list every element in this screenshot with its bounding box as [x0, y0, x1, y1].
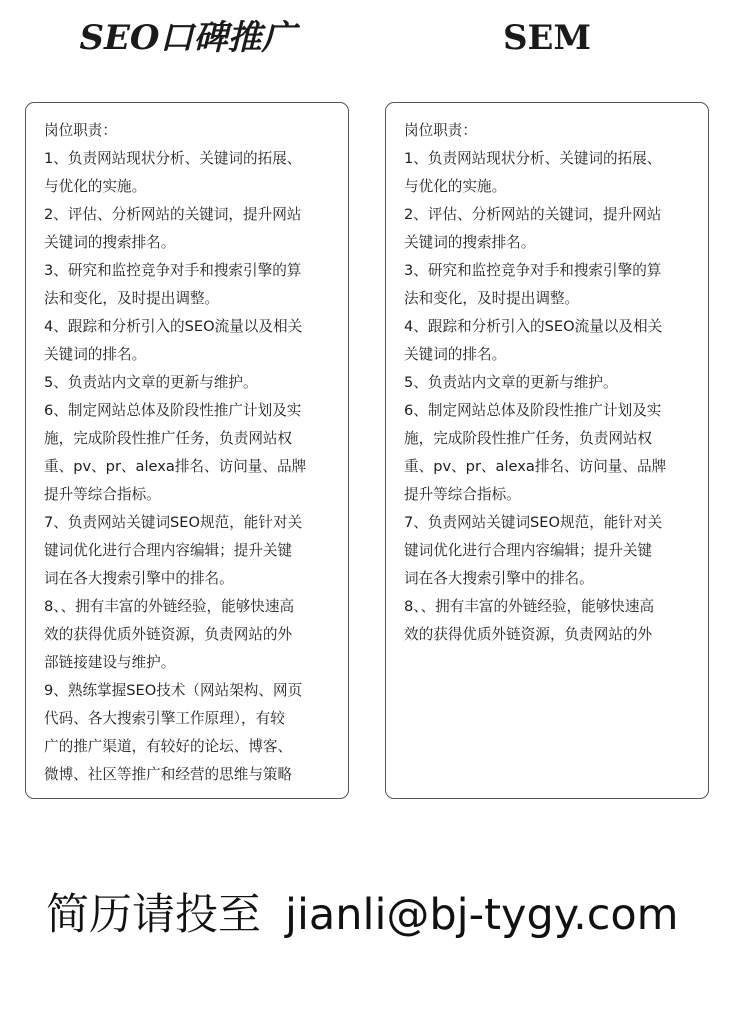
panel-line: 重、pv、pr、alexa排名、访问量、品牌 [404, 458, 667, 475]
panel-line: 法和变化，及时提出调整。 [44, 290, 220, 307]
panel-line: 5、负责站内文章的更新与维护。 [404, 374, 618, 391]
panel-line: 6、制定网站总体及阶段性推广计划及实 [404, 402, 662, 419]
panel-line: 键词优化进行合理内容编辑；提升关键 [404, 542, 653, 559]
panel-line: 4、跟踪和分析引入的SEO流量以及相关 [44, 318, 303, 335]
panel-line: 法和变化，及时提出调整。 [404, 290, 580, 307]
panel-line: 9、熟练掌握SEO技术（网站架构、网页 [44, 682, 303, 699]
panel-line: 重、pv、pr、alexa排名、访问量、品牌 [44, 458, 307, 475]
panel-line: 关键词的搜索排名。 [44, 234, 176, 251]
panel-line: 1、负责网站现状分析、关键词的拓展、 [404, 150, 662, 167]
panel-line: 词在各大搜索引擎中的排名。 [404, 570, 594, 587]
panel-line: 施，完成阶段性推广任务，负责网站权 [44, 430, 293, 447]
panel-line: 代码、各大搜索引擎工作原理），有较 [44, 710, 285, 727]
panel-line: 与优化的实施。 [44, 178, 147, 195]
contact-label: 简历请投至 [46, 890, 261, 940]
panel-line: 7、负责网站关键词SEO规范，能针对关 [404, 514, 663, 531]
panel-line: 3、研究和监控竞争对手和搜索引擎的算 [44, 262, 302, 279]
resume-contact-line [46, 884, 679, 946]
panel-line: 与优化的实施。 [404, 178, 507, 195]
panel-line: 1、负责网站现状分析、关键词的拓展、 [44, 150, 302, 167]
panel-line: 提升等综合指标。 [44, 486, 161, 503]
panel-line: 8、、拥有丰富的外链经验，能够快速高 [44, 598, 295, 615]
contact-email: jianli@bj-tygy.com [285, 890, 679, 940]
panel-line: 键词优化进行合理内容编辑；提升关键 [44, 542, 293, 559]
panel-line: 3、研究和监控竞争对手和搜索引擎的算 [404, 262, 662, 279]
panel-line: 关键词的排名。 [404, 346, 507, 363]
panel-line: 岗位职责： [44, 122, 117, 139]
panel-line: 8、、拥有丰富的外链经验，能够快速高 [404, 598, 655, 615]
panel-line: 效的获得优质外链资源，负责网站的外 [44, 626, 293, 643]
panel-line: 关键词的搜索排名。 [404, 234, 536, 251]
seo-job-duties-panel [25, 102, 349, 799]
panel-line: 岗位职责： [404, 122, 477, 139]
panel-line: 提升等综合指标。 [404, 486, 521, 503]
panel-line: 效的获得优质外链资源，负责网站的外 [404, 626, 653, 643]
seo-column-title: SEO口碑推广 [79, 18, 296, 58]
panel-line: 6、制定网站总体及阶段性推广计划及实 [44, 402, 302, 419]
panel-line: 7、负责网站关键词SEO规范，能针对关 [44, 514, 303, 531]
sem-column-title: SEM [502, 18, 592, 58]
panel-line: 5、负责站内文章的更新与维护。 [44, 374, 258, 391]
panel-line: 施，完成阶段性推广任务，负责网站权 [404, 430, 653, 447]
panel-line: 广的推广渠道，有较好的论坛、博客、 [44, 738, 293, 755]
panel-line: 2、评估、分析网站的关键词，提升网站 [404, 206, 662, 223]
panel-line: 4、跟踪和分析引入的SEO流量以及相关 [404, 318, 663, 335]
panel-line: 关键词的排名。 [44, 346, 147, 363]
panel-line: 词在各大搜索引擎中的排名。 [44, 570, 234, 587]
sem-job-duties-panel [385, 102, 709, 799]
panel-line: 微博、社区等推广和经营的思维与策略 [44, 766, 293, 783]
panel-line: 部链接建设与维护。 [44, 654, 176, 671]
panel-line: 2、评估、分析网站的关键词，提升网站 [44, 206, 302, 223]
